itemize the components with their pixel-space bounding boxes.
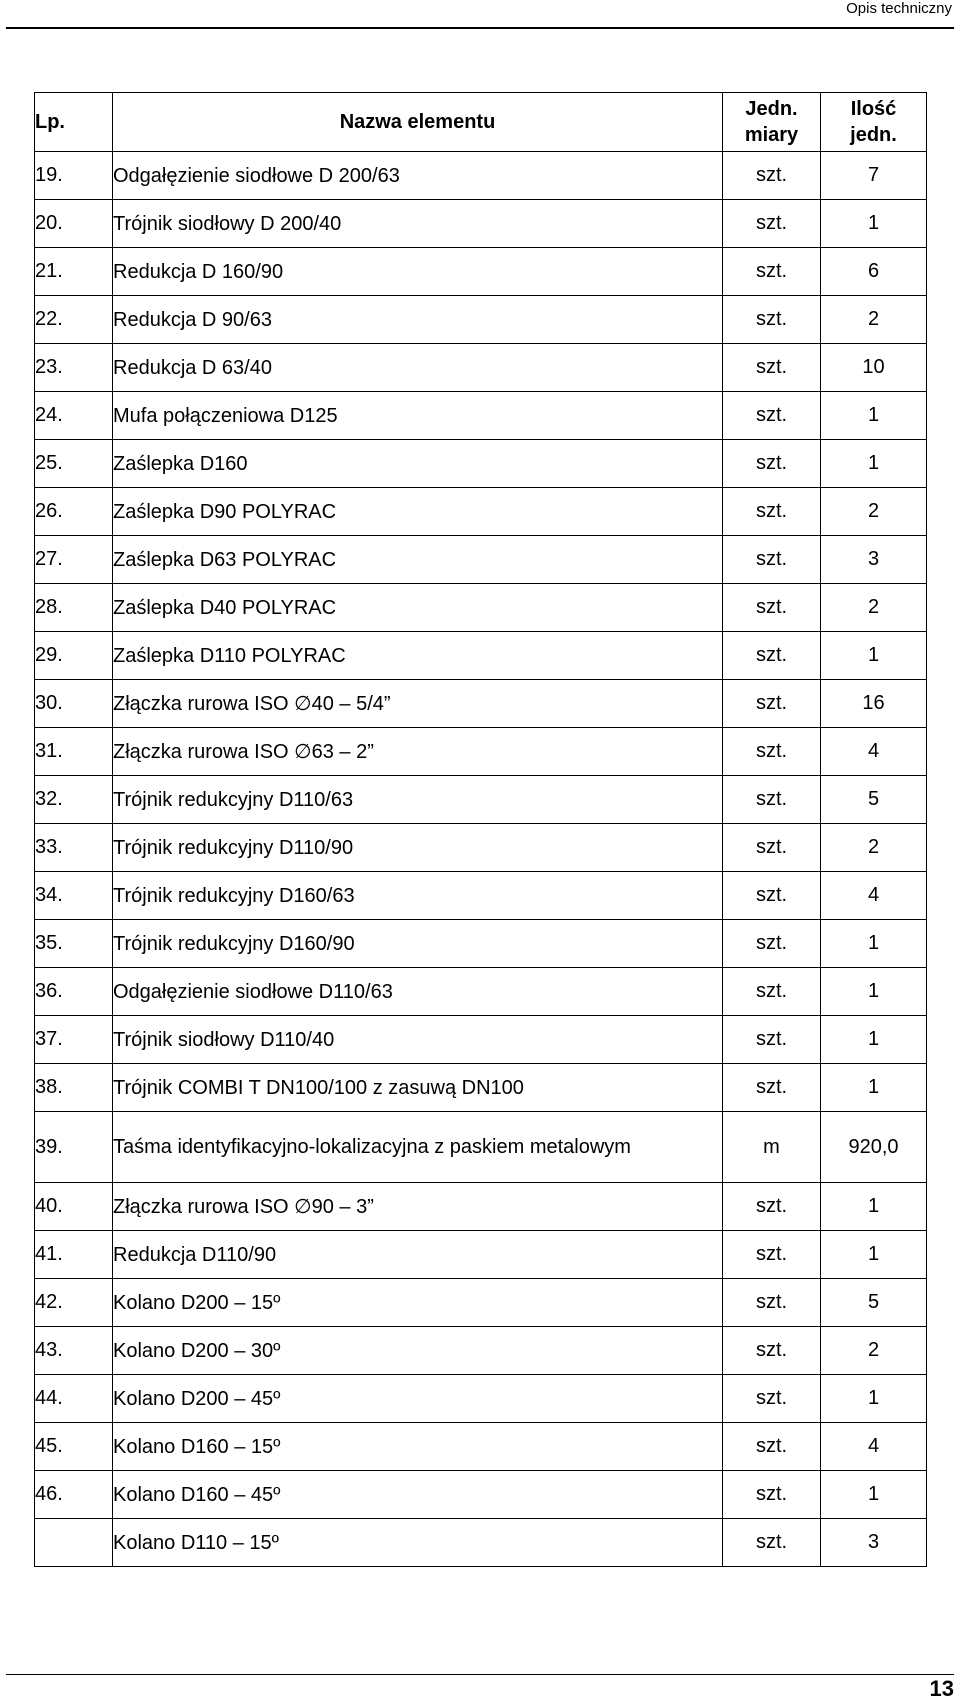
cell-qty: 1 [821,1231,927,1279]
cell-lp: 36. [35,968,113,1016]
cell-lp: 43. [35,1327,113,1375]
cell-qty: 10 [821,344,927,392]
cell-qty: 7 [821,152,927,200]
table-row [35,776,927,824]
cell-unit: szt. [723,584,821,632]
cell-name: Trójnik redukcyjny D160/90 [113,920,723,968]
cell-name: Trójnik siodłowy D 200/40 [113,200,723,248]
cell-unit: szt. [723,1064,821,1112]
cell-lp: 40. [35,1183,113,1231]
cell-qty: 1 [821,1471,927,1519]
table-row [35,488,927,536]
cell-name: Kolano D160 – 15º [113,1423,723,1471]
cell-name: Złączka rurowa ISO ∅63 – 2” [113,728,723,776]
cell-qty: 1 [821,968,927,1016]
cell-unit: szt. [723,488,821,536]
cell-lp: 35. [35,920,113,968]
cell-qty: 4 [821,728,927,776]
cell-qty: 3 [821,1519,927,1567]
column-header-qty-line2: jedn. [850,124,897,146]
table-row [35,632,927,680]
cell-name: Kolano D200 – 15º [113,1279,723,1327]
cell-unit: szt. [723,1279,821,1327]
cell-lp: 45. [35,1423,113,1471]
header-rule [6,27,954,29]
column-header-lp: Lp. [35,93,113,152]
cell-lp: 19. [35,152,113,200]
cell-unit: szt. [723,200,821,248]
table-row [35,440,927,488]
cell-name: Zaślepka D63 POLYRAC [113,536,723,584]
cell-unit: szt. [723,344,821,392]
cell-qty: 1 [821,1064,927,1112]
cell-lp: 28. [35,584,113,632]
cell-lp: 25. [35,440,113,488]
cell-name: Redukcja D 160/90 [113,248,723,296]
table-row [35,1423,927,1471]
cell-qty: 5 [821,776,927,824]
cell-lp: 24. [35,392,113,440]
cell-name: Trójnik COMBI T DN100/100 z zasuwą DN100 [113,1064,723,1112]
table-row [35,920,927,968]
cell-name: Zaślepka D40 POLYRAC [113,584,723,632]
table-row [35,1279,927,1327]
table-row [35,536,927,584]
cell-unit: szt. [723,824,821,872]
cell-unit: szt. [723,680,821,728]
cell-name: Złączka rurowa ISO ∅90 – 3” [113,1183,723,1231]
cell-unit: szt. [723,632,821,680]
cell-unit: szt. [723,968,821,1016]
table-row [35,152,927,200]
cell-qty: 16 [821,680,927,728]
cell-lp: 37. [35,1016,113,1064]
cell-name: Trójnik siodłowy D110/40 [113,1016,723,1064]
cell-unit: szt. [723,728,821,776]
cell-name: Odgałęzienie siodłowe D110/63 [113,968,723,1016]
cell-unit: m [723,1112,821,1183]
table-row [35,344,927,392]
cell-unit: szt. [723,872,821,920]
cell-qty: 3 [821,536,927,584]
cell-qty: 5 [821,1279,927,1327]
footer-rule [6,1674,954,1675]
cell-unit: szt. [723,536,821,584]
cell-qty: 1 [821,632,927,680]
cell-lp: 23. [35,344,113,392]
column-header-qty-line1: Ilość [850,98,897,120]
cell-qty: 2 [821,1327,927,1375]
cell-lp: 41. [35,1231,113,1279]
cell-qty: 1 [821,200,927,248]
table-row [35,392,927,440]
table-row [35,248,927,296]
cell-unit: szt. [723,1423,821,1471]
table-row [35,824,927,872]
cell-name: Redukcja D 63/40 [113,344,723,392]
cell-lp: 44. [35,1375,113,1423]
cell-unit: szt. [723,296,821,344]
running-header: Opis techniczny [846,0,952,17]
cell-name: Zaślepka D110 POLYRAC [113,632,723,680]
cell-name: Odgałęzienie siodłowe D 200/63 [113,152,723,200]
cell-lp: 20. [35,200,113,248]
cell-unit: szt. [723,1471,821,1519]
cell-name: Zaślepka D90 POLYRAC [113,488,723,536]
cell-qty: 920,0 [821,1112,927,1183]
cell-qty: 1 [821,1375,927,1423]
materials-table [34,92,927,1567]
cell-lp: 42. [35,1279,113,1327]
table-row [35,200,927,248]
cell-qty: 4 [821,1423,927,1471]
cell-name: Mufa połączeniowa D125 [113,392,723,440]
table-row [35,1183,927,1231]
cell-lp: 34. [35,872,113,920]
cell-unit: szt. [723,1327,821,1375]
cell-lp: 39. [35,1112,113,1183]
cell-unit: szt. [723,152,821,200]
table-row [35,1375,927,1423]
cell-lp: 30. [35,680,113,728]
cell-qty: 6 [821,248,927,296]
cell-qty: 4 [821,872,927,920]
cell-qty: 1 [821,440,927,488]
cell-qty: 1 [821,920,927,968]
cell-qty: 2 [821,488,927,536]
cell-unit: szt. [723,1183,821,1231]
table-row [35,296,927,344]
cell-unit: szt. [723,1016,821,1064]
table-body [35,152,927,1567]
table-row [35,1112,927,1183]
cell-unit: szt. [723,440,821,488]
cell-name: Trójnik redukcyjny D110/90 [113,824,723,872]
cell-lp [35,1519,113,1567]
table-row [35,728,927,776]
cell-lp: 21. [35,248,113,296]
table-row [35,1327,927,1375]
table-header-row [35,93,927,152]
column-header-qty [821,93,927,152]
table-row [35,1471,927,1519]
table-row [35,1016,927,1064]
cell-name: Taśma identyfikacyjno-lokalizacyjna z paskiem metalowym [113,1112,723,1183]
cell-qty: 2 [821,296,927,344]
page-number: 13 [929,1676,954,1701]
cell-name: Kolano D200 – 30º [113,1327,723,1375]
cell-lp: 27. [35,536,113,584]
table-row [35,680,927,728]
column-header-unit-line2: miary [744,124,799,146]
cell-name: Redukcja D 90/63 [113,296,723,344]
cell-qty: 1 [821,392,927,440]
cell-unit: szt. [723,776,821,824]
cell-name: Kolano D110 – 15º [113,1519,723,1567]
column-header-unit [723,93,821,152]
cell-unit: szt. [723,392,821,440]
table-row [35,1064,927,1112]
cell-unit: szt. [723,920,821,968]
cell-qty: 1 [821,1183,927,1231]
column-header-unit-line1: Jedn. [745,98,798,120]
cell-qty: 1 [821,1016,927,1064]
table-row [35,872,927,920]
column-header-name: Nazwa elementu [113,93,723,152]
cell-lp: 31. [35,728,113,776]
cell-name: Zaślepka D160 [113,440,723,488]
cell-name: Trójnik redukcyjny D110/63 [113,776,723,824]
cell-name: Redukcja D110/90 [113,1231,723,1279]
cell-unit: szt. [723,248,821,296]
cell-lp: 46. [35,1471,113,1519]
cell-lp: 29. [35,632,113,680]
cell-lp: 26. [35,488,113,536]
cell-lp: 33. [35,824,113,872]
cell-lp: 38. [35,1064,113,1112]
table-row [35,1231,927,1279]
cell-unit: szt. [723,1231,821,1279]
cell-unit: szt. [723,1375,821,1423]
cell-qty: 2 [821,584,927,632]
cell-name: Kolano D160 – 45º [113,1471,723,1519]
cell-lp: 22. [35,296,113,344]
cell-name: Złączka rurowa ISO ∅40 – 5/4” [113,680,723,728]
table-row [35,968,927,1016]
cell-name: Kolano D200 – 45º [113,1375,723,1423]
cell-name: Trójnik redukcyjny D160/63 [113,872,723,920]
cell-unit: szt. [723,1519,821,1567]
table-row [35,584,927,632]
cell-lp: 32. [35,776,113,824]
cell-qty: 2 [821,824,927,872]
table-row [35,1519,927,1567]
